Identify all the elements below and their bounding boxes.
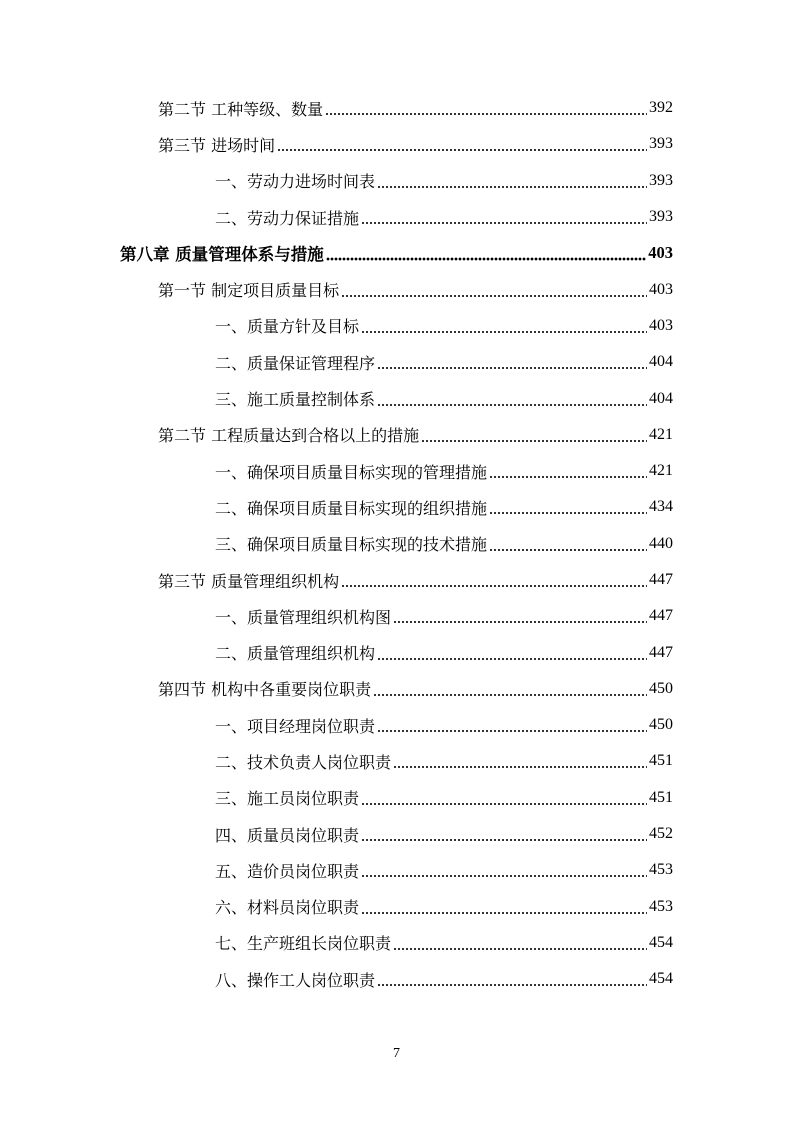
toc-entry-page: 453 bbox=[649, 861, 673, 879]
toc-dot-leader bbox=[377, 717, 647, 733]
toc-entry-page: 404 bbox=[649, 353, 673, 371]
toc-entry-title: 六、材料员岗位职责 bbox=[215, 898, 360, 918]
toc-entry-page: 434 bbox=[649, 498, 673, 516]
toc-entry-page: 454 bbox=[649, 933, 673, 951]
toc-entry-title: 五、造价员岗位职责 bbox=[215, 861, 360, 881]
toc-entry-title: 第三节 进场时间 bbox=[158, 135, 276, 155]
toc-entry[interactable] bbox=[0, 380, 793, 416]
toc-entry[interactable] bbox=[0, 634, 793, 670]
toc-entry[interactable] bbox=[0, 707, 793, 743]
toc-dot-leader bbox=[393, 935, 647, 951]
toc-dot-leader bbox=[489, 536, 647, 552]
toc-entry-title: 第八章 质量管理体系与措施 bbox=[120, 245, 324, 265]
toc-dot-leader bbox=[393, 608, 647, 624]
toc-entry-title: 八、操作工人岗位职责 bbox=[215, 970, 376, 990]
toc-entry-title: 二、劳动力保证措施 bbox=[215, 208, 360, 228]
toc-dot-leader bbox=[421, 427, 647, 443]
toc-entry-title: 二、质量保证管理程序 bbox=[215, 353, 376, 373]
page-number: 7 bbox=[393, 1046, 400, 1061]
toc-entry[interactable] bbox=[0, 598, 793, 634]
toc-dot-leader bbox=[377, 391, 647, 407]
toc-entry-title: 第三节 质量管理组织机构 bbox=[158, 571, 340, 591]
toc-entry-title: 二、确保项目质量目标实现的组织措施 bbox=[215, 498, 488, 518]
table-of-contents bbox=[0, 90, 793, 997]
toc-entry-page: 404 bbox=[649, 389, 673, 407]
toc-entry-page: 421 bbox=[649, 425, 673, 443]
toc-entry-title: 第二节 工程质量达到合格以上的措施 bbox=[158, 426, 420, 446]
toc-dot-leader bbox=[489, 499, 647, 515]
toc-entry-title: 四、质量员岗位职责 bbox=[215, 825, 360, 845]
toc-entry-page: 447 bbox=[649, 607, 673, 625]
toc-entry[interactable] bbox=[0, 489, 793, 525]
toc-entry-title: 一、劳动力进场时间表 bbox=[215, 172, 376, 192]
toc-entry-page: 447 bbox=[649, 643, 673, 661]
toc-entry-title: 一、质量方针及目标 bbox=[215, 317, 360, 337]
toc-entry[interactable] bbox=[0, 271, 793, 307]
toc-entry-title: 三、施工质量控制体系 bbox=[215, 390, 376, 410]
toc-entry-page: 453 bbox=[649, 897, 673, 915]
toc-entry-page: 403 bbox=[648, 243, 673, 263]
toc-entry-title: 一、项目经理岗位职责 bbox=[215, 716, 376, 736]
toc-dot-leader bbox=[373, 681, 647, 697]
toc-entry[interactable] bbox=[0, 90, 793, 126]
toc-dot-leader bbox=[361, 209, 647, 225]
toc-entry-page: 450 bbox=[649, 679, 673, 697]
toc-entry[interactable] bbox=[0, 453, 793, 489]
toc-entry-title: 第四节 机构中各重要岗位职责 bbox=[158, 680, 372, 700]
toc-entry[interactable] bbox=[0, 199, 793, 235]
toc-entry-title: 七、生产班组长岗位职责 bbox=[215, 934, 392, 954]
toc-entry[interactable] bbox=[0, 925, 793, 961]
toc-entry-page: 447 bbox=[649, 571, 673, 588]
toc-dot-leader bbox=[361, 899, 647, 915]
toc-entry[interactable] bbox=[0, 816, 793, 852]
toc-entry-title: 二、技术负责人岗位职责 bbox=[215, 752, 392, 772]
toc-entry-title: 一、质量管理组织机构图 bbox=[215, 607, 392, 627]
toc-entry-page: 451 bbox=[649, 752, 673, 770]
toc-entry[interactable] bbox=[0, 417, 793, 453]
toc-entry-page: 393 bbox=[649, 171, 673, 189]
toc-dot-leader bbox=[393, 753, 647, 769]
toc-entry-page: 393 bbox=[649, 135, 673, 153]
toc-entry[interactable] bbox=[0, 671, 793, 707]
toc-dot-leader bbox=[361, 826, 647, 842]
toc-dot-leader bbox=[377, 971, 647, 987]
toc-dot-leader bbox=[361, 318, 647, 334]
toc-entry[interactable] bbox=[0, 743, 793, 779]
toc-entry-title: 第二节 工种等级、数量 bbox=[158, 99, 324, 119]
toc-entry-page: 421 bbox=[649, 462, 673, 480]
toc-entry[interactable] bbox=[0, 308, 793, 344]
toc-dot-leader bbox=[341, 282, 647, 298]
toc-entry-page: 450 bbox=[649, 716, 673, 734]
toc-dot-leader bbox=[489, 463, 647, 479]
toc-entry[interactable] bbox=[0, 344, 793, 380]
toc-entry-page: 403 bbox=[649, 280, 673, 298]
toc-entry-title: 第一节 制定项目质量目标 bbox=[158, 281, 340, 301]
toc-entry-title: 二、质量管理组织机构 bbox=[215, 644, 376, 664]
toc-dot-leader bbox=[377, 645, 647, 661]
toc-entry-page: 392 bbox=[649, 99, 673, 117]
toc-entry-page: 452 bbox=[649, 825, 673, 843]
toc-dot-leader bbox=[277, 136, 647, 152]
toc-dot-leader bbox=[361, 790, 647, 806]
toc-entry[interactable] bbox=[0, 889, 793, 925]
toc-entry[interactable] bbox=[0, 526, 793, 562]
toc-entry[interactable] bbox=[0, 126, 793, 162]
toc-dot-leader bbox=[326, 245, 647, 261]
toc-dot-leader bbox=[361, 862, 647, 878]
toc-entry-title: 一、确保项目质量目标实现的管理措施 bbox=[215, 462, 488, 482]
toc-entry-title: 三、施工员岗位职责 bbox=[215, 789, 360, 809]
toc-dot-leader bbox=[341, 572, 647, 588]
toc-entry-page: 403 bbox=[649, 316, 673, 334]
toc-entry-title: 三、确保项目质量目标实现的技术措施 bbox=[215, 535, 488, 555]
toc-entry[interactable] bbox=[0, 780, 793, 816]
toc-entry[interactable] bbox=[0, 852, 793, 888]
toc-dot-leader bbox=[377, 173, 647, 189]
toc-entry-page: 440 bbox=[649, 534, 673, 552]
toc-entry-page: 454 bbox=[649, 970, 673, 988]
toc-entry-page: 451 bbox=[649, 788, 673, 806]
toc-dot-leader bbox=[377, 354, 647, 370]
toc-entry-page: 393 bbox=[649, 208, 673, 226]
toc-entry[interactable] bbox=[0, 163, 793, 199]
toc-chapter-entry[interactable] bbox=[0, 235, 793, 271]
toc-entry[interactable] bbox=[0, 562, 793, 598]
toc-entry[interactable] bbox=[0, 961, 793, 997]
toc-dot-leader bbox=[325, 100, 647, 116]
